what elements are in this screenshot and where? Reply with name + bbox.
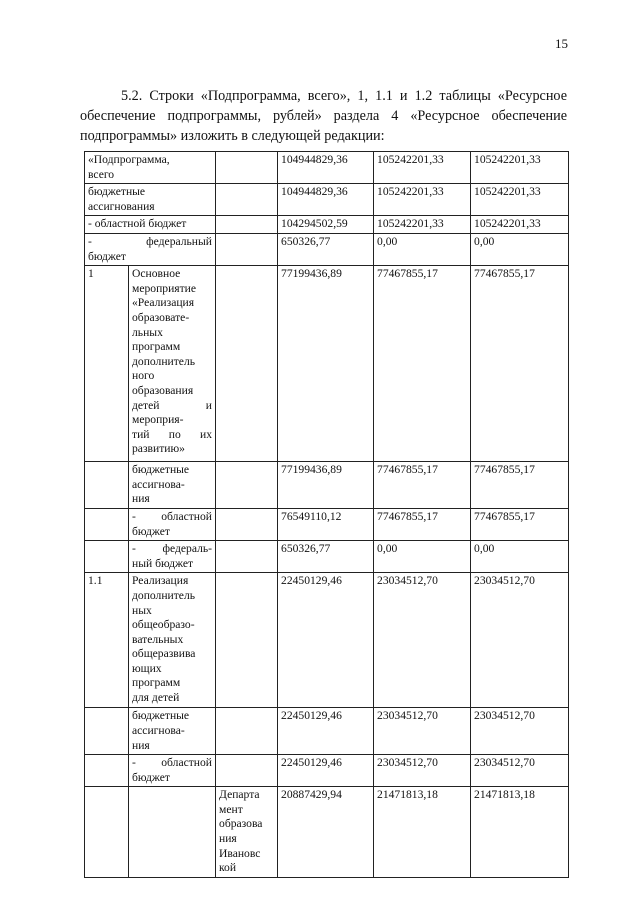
cell-name: - областной бюджет [129, 755, 216, 787]
intro-line-3: подпрограммы» изложить в следующей редакции: [80, 128, 385, 144]
cell-value-1: 22450129,46 [278, 573, 374, 708]
cell-executor [216, 462, 278, 509]
cell-executor [216, 541, 278, 573]
cell-value-3: 23034512,70 [471, 573, 569, 708]
cell-value-3: 0,00 [471, 541, 569, 573]
cell-value-3: 105242201,33 [471, 216, 569, 234]
cell-executor [216, 708, 278, 755]
cell-name: - областной бюджет [85, 216, 216, 234]
table-row-budget-allocations [85, 708, 569, 755]
table-row-federal-budget [85, 541, 569, 573]
cell-number: 1.1 [85, 573, 129, 708]
resource-table [84, 151, 569, 878]
cell-executor [216, 266, 278, 462]
intro-paragraph [80, 86, 567, 146]
cell-number [85, 462, 129, 509]
cell-name: бюджетные ассигнова- ния [129, 708, 216, 755]
table-row-budget-allocations [85, 462, 569, 509]
table-row-budget-allocations [85, 184, 569, 216]
cell-value-2: 21471813,18 [374, 787, 471, 878]
cell-number: 1 [85, 266, 129, 462]
cell-value-2: 105242201,33 [374, 184, 471, 216]
cell-value-1: 650326,77 [278, 233, 374, 265]
cell-executor [216, 233, 278, 265]
cell-value-3: 77467855,17 [471, 508, 569, 540]
cell-value-2: 23034512,70 [374, 573, 471, 708]
cell-name: «Подпрограмма, всего [85, 152, 216, 184]
cell-name: бюджетные ассигнования [85, 184, 216, 216]
cell-value-2: 77467855,17 [374, 508, 471, 540]
cell-value-2: 0,00 [374, 233, 471, 265]
cell-executor [216, 755, 278, 787]
cell-number [85, 541, 129, 573]
cell-value-2: 77467855,17 [374, 462, 471, 509]
cell-executor: Департа мент образова ния Ивановс кой [216, 787, 278, 878]
table-row-regional-budget [85, 508, 569, 540]
cell-value-3: 105242201,33 [471, 152, 569, 184]
cell-value-2: 23034512,70 [374, 708, 471, 755]
cell-name: бюджетные ассигнова- ния [129, 462, 216, 509]
cell-name [129, 787, 216, 878]
cell-number [85, 508, 129, 540]
cell-value-3: 77467855,17 [471, 462, 569, 509]
cell-value-1: 77199436,89 [278, 266, 374, 462]
cell-executor [216, 508, 278, 540]
cell-number [85, 787, 129, 878]
cell-value-3: 21471813,18 [471, 787, 569, 878]
cell-value-2: 105242201,33 [374, 216, 471, 234]
cell-value-3: 23034512,70 [471, 755, 569, 787]
cell-value-3: 105242201,33 [471, 184, 569, 216]
cell-value-1: 22450129,46 [278, 755, 374, 787]
cell-executor [216, 216, 278, 234]
cell-value-2: 77467855,17 [374, 266, 471, 462]
cell-value-3: 77467855,17 [471, 266, 569, 462]
cell-name: - федераль- ный бюджет [129, 541, 216, 573]
intro-line-1: 5.2. Строки «Подпрограмма, всего», 1, 1.1 и 1.2 таблицы «Ресурсное [121, 88, 567, 104]
table-row-activity-1-1 [85, 573, 569, 708]
table-row-subprogram-total [85, 152, 569, 184]
cell-name: Основное мероприятие «Реализация образовате- льных программ дополнитель ного образования детей и мероприя- тий по их развитию» [129, 266, 216, 462]
cell-executor [216, 573, 278, 708]
cell-number [85, 755, 129, 787]
cell-number [85, 708, 129, 755]
cell-name: Реализация дополнитель ных общеобразо- вательных общеразвива ющих программ для детей [129, 573, 216, 708]
cell-executor [216, 152, 278, 184]
cell-name: - областной бюджет [129, 508, 216, 540]
intro-line-2: обеспечение подпрограммы, рублей» раздела 4 «Ресурсное обеспечение [80, 108, 567, 124]
cell-value-2: 105242201,33 [374, 152, 471, 184]
cell-value-2: 23034512,70 [374, 755, 471, 787]
cell-name: - федеральный бюджет [85, 233, 216, 265]
cell-value-1: 77199436,89 [278, 462, 374, 509]
cell-value-1: 104294502,59 [278, 216, 374, 234]
cell-value-2: 0,00 [374, 541, 471, 573]
cell-value-3: 0,00 [471, 233, 569, 265]
cell-value-1: 650326,77 [278, 541, 374, 573]
cell-value-1: 22450129,46 [278, 708, 374, 755]
cell-value-1: 20887429,94 [278, 787, 374, 878]
cell-executor [216, 184, 278, 216]
cell-value-1: 104944829,36 [278, 152, 374, 184]
table-row-regional-budget [85, 755, 569, 787]
cell-value-3: 23034512,70 [471, 708, 569, 755]
cell-value-1: 76549110,12 [278, 508, 374, 540]
table-row-executor-department [85, 787, 569, 878]
page-number: 15 [555, 36, 568, 51]
table-row-regional-budget [85, 216, 569, 234]
table-row-federal-budget [85, 233, 569, 265]
table-row-main-activity-1 [85, 266, 569, 462]
cell-value-1: 104944829,36 [278, 184, 374, 216]
